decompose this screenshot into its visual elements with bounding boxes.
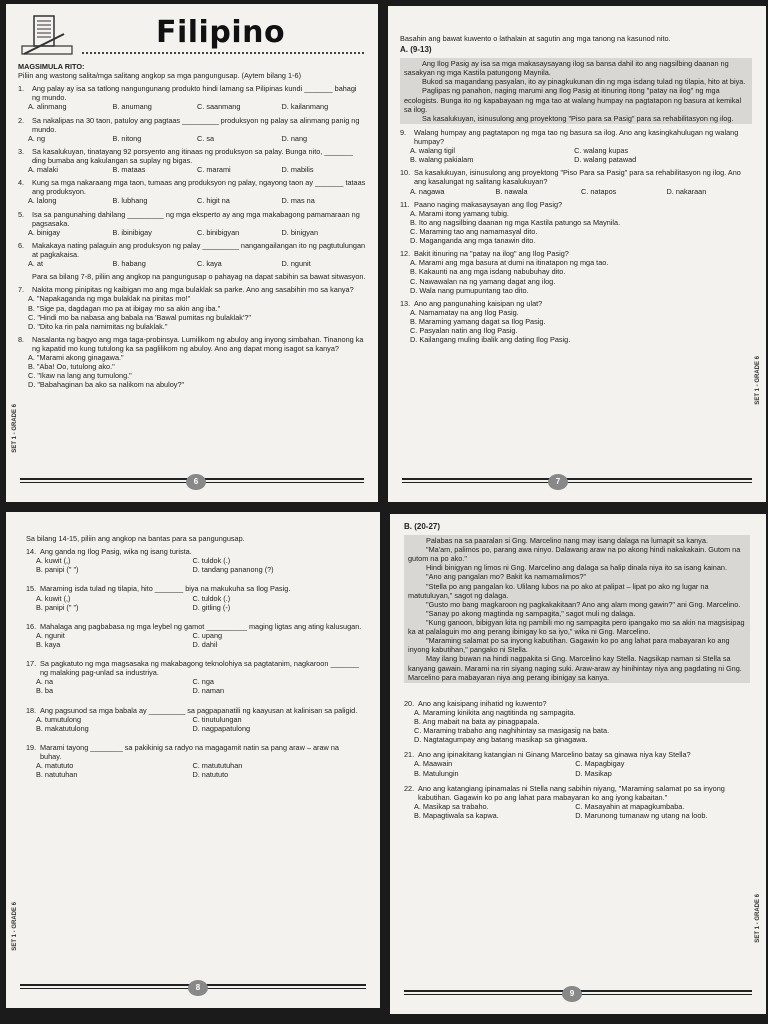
- answer-choice[interactable]: C. upang: [192, 630, 223, 640]
- question-number: 3.: [18, 146, 25, 156]
- answer-options: [26, 556, 362, 574]
- question-text: Ano ang pangunahing kaisipan ng ulat?: [414, 298, 543, 308]
- question-stem: [26, 547, 362, 556]
- answer-choice[interactable]: B. ibinibigay: [112, 227, 152, 237]
- instruction: Sa bilang 14-15, piliin ang angkop na bantas para sa pangungusap.: [26, 534, 245, 543]
- answer-choice[interactable]: B. mataas: [112, 165, 146, 175]
- answer-choice[interactable]: A. kuwit (,): [36, 556, 71, 566]
- page6-content: [18, 62, 366, 390]
- section-heading: B. (20-27): [404, 522, 441, 531]
- answer-choice[interactable]: A. Masikap sa trabaho.: [414, 801, 489, 811]
- answer-choice[interactable]: C. Nawawalan na ng yamang dagat ang ilog.: [410, 276, 556, 286]
- answer-choice[interactable]: B. nawala: [495, 186, 528, 196]
- question-number: 21.: [404, 750, 415, 760]
- answer-choice[interactable]: C. tinutulungan: [192, 714, 242, 724]
- story-paragraph: May ilang buwan na hindi nagpakita si Gng. Marcelino kay Stella. Nagsikap naman si Stella sa kanyang gawain. Marami na rin siyang naging suki. Araw-araw ay hinihintay niya ang pagdating ni Gng. Marcelino para mabayaran niya ang perang ibinigay sa kanya.: [408, 654, 742, 682]
- answer-choice[interactable]: C. Masayahin at mapagkumbaba.: [575, 801, 685, 811]
- footer-line: [402, 478, 752, 480]
- answer-options: [18, 228, 366, 237]
- question-item: [18, 84, 366, 111]
- question-stem: [400, 200, 752, 209]
- question-number: 13.: [400, 298, 411, 308]
- answer-choice[interactable]: B. kaya: [36, 639, 61, 649]
- question-text: Paano naging makasaysayan ang Ilog Pasig?: [414, 199, 563, 209]
- question-stem: [18, 335, 366, 353]
- page-7: [388, 6, 766, 502]
- question-text: Nasalanta ng bagyo ang mga taga-probinsya. Lumilikom ng abuloy ang inyong simbahan. Tinanong ka ng kapatid mo kung tutulong ka sa paglilikom ng abuloy. Ano ang dapat mong isagot sa kanya?: [32, 334, 364, 353]
- answer-choice[interactable]: C. matututuhan: [192, 761, 243, 771]
- question-text: Makakaya nating palaguin ang produksyon ng palay _________ nangangailangan ito ng pagtutulungan at pagkakaisa.: [32, 240, 366, 259]
- question-text: Ano ang ipinakitang katangian ni Ginang Marcelino batay sa ginawa niya kay Stella?: [418, 750, 691, 760]
- answer-options: [18, 102, 366, 111]
- question-text: Sa pagkatuto ng mga magsasaka ng makabagong teknolohiya sa pagtatanim, nagkaroon _______ ng malaking pag-unlad sa industriya.: [40, 659, 359, 678]
- answer-options: [26, 631, 362, 649]
- answer-choice[interactable]: A. "Napakaganda ng mga bulaklak na pinitas mo!": [28, 294, 191, 304]
- question-item: [26, 622, 362, 649]
- question-number: 14.: [26, 547, 37, 557]
- question-number: 5.: [18, 209, 25, 219]
- question-stem: [26, 584, 362, 593]
- answer-choice[interactable]: D. ngunit: [281, 259, 311, 269]
- answer-options: [26, 677, 362, 695]
- answer-choice[interactable]: C. "Hindi mo ba nabasa ang babala na 'Bawal pumitas ng bulaklak'?": [28, 312, 251, 322]
- answer-choice[interactable]: D. Kailangang muling ibalik ang dating Ilog Pasig.: [410, 335, 571, 345]
- question-number: 2.: [18, 115, 25, 125]
- answer-choice[interactable]: D. mabilis: [281, 165, 314, 175]
- question-number: 16.: [26, 621, 37, 631]
- story-paragraph: "Ano ang pangalan mo? Bakit ka namamalimos?": [426, 572, 587, 582]
- section-label: MAGSIMULA RITO:: [18, 62, 85, 71]
- question-item: [26, 547, 362, 574]
- answer-choice[interactable]: D. kailanmang: [281, 102, 329, 112]
- set-tag: SET 1 - GRADE 6: [12, 902, 18, 951]
- story-paragraph: "Sanay po akong magtinda ng sampagita," sagot muli ng dalaga.: [426, 608, 636, 618]
- question-stem: [26, 706, 362, 715]
- answer-choice[interactable]: B. panipi (" "): [36, 565, 79, 575]
- story-paragraph: "Stella po ang pangalan ko. Ulilang lubos na po ako at palipat – lipat po ako ng lugar na matutuluyan," sagot ng dalaga.: [408, 581, 709, 600]
- answer-choice[interactable]: A. alinmang: [28, 102, 67, 112]
- question-text: Mahalaga ang pagbabasa ng mga leybel ng gamot __________ maging ligtas ang ating kalusugan.: [40, 621, 362, 631]
- question-text: Ang palay ay isa sa tatlong nangungunang produkto hindi lamang sa Pilipinas kundi _______ bahagi ng mundo.: [32, 84, 357, 103]
- answer-choice[interactable]: D. "Babahaginan ba ako sa nalikom na abuloy?": [28, 380, 185, 390]
- answer-choice[interactable]: C. sa: [197, 133, 215, 143]
- answer-choice[interactable]: C. Mapagbigay: [575, 759, 625, 769]
- answer-choice[interactable]: A. walang tigil: [410, 146, 456, 156]
- question-stem: [400, 299, 752, 308]
- answer-options: [400, 209, 752, 245]
- answer-choice[interactable]: B. Maraming yamang dagat sa Ilog Pasig.: [410, 316, 546, 326]
- answer-choice[interactable]: B. nitong: [112, 133, 142, 143]
- books-pencil-icon: [20, 12, 76, 58]
- answer-options: [18, 259, 366, 268]
- question-stem: [18, 116, 366, 134]
- answer-choice[interactable]: D. Masikap: [575, 768, 612, 778]
- answer-choice[interactable]: B. "Sige pa, dagdagan mo pa at ibigay mo sa akin ang iba.": [28, 303, 221, 313]
- answer-choice[interactable]: B. Ang mabait na bata ay pinagpapala.: [414, 716, 540, 726]
- question-text: Ang pagsunod sa mga babala ay _________ sa pagpapanatili ng kaayusan at kalinisan sa paligid.: [40, 705, 358, 715]
- instruction: Basahin ang bawat kuwento o lathalain at sagutin ang mga tanong na kasunod nito.: [400, 34, 671, 43]
- question-item: [404, 784, 750, 820]
- page-number: 6: [186, 474, 206, 490]
- answer-choice[interactable]: A. Marami ang mga basura at dumi na itinatapon ng mga tao.: [410, 258, 609, 268]
- answer-choice[interactable]: C. tuldok (.): [192, 556, 231, 566]
- answer-choice[interactable]: C. Maraming trabaho ang naghihintay sa masigasig na bata.: [414, 726, 610, 736]
- answer-choice[interactable]: B. Kakaunti na ang mga isdang nabubuhay dito.: [410, 267, 566, 277]
- story-paragraph: "Gusto mo bang magkaroon ng pagkakakitaan? Ano ang alam mong gawin?" ani Gng. Marcelino.: [426, 599, 741, 609]
- story-paragraph: Palabas na sa paaralan si Gng. Marcelino nang may isang dalaga na lumapit sa kanya.: [426, 536, 708, 545]
- instruction: Piliin ang wastong salita/mga salitang angkop sa mga pangungusap. (Aytem bilang 1-6): [18, 71, 301, 81]
- question-number: 18.: [26, 705, 37, 715]
- question-number: 10.: [400, 168, 411, 178]
- answer-options: [18, 294, 366, 330]
- answer-choice[interactable]: A. Maraming kinikita ang nagtitinda ng sampagita.: [414, 707, 576, 717]
- answer-options: [18, 165, 366, 174]
- answer-choice[interactable]: B. panipi (" "): [36, 602, 79, 612]
- answer-choice[interactable]: A. Marami itong yamang tubig.: [410, 208, 509, 218]
- answer-choice[interactable]: B. lubhang: [112, 196, 148, 206]
- answer-choice[interactable]: B. Ito ang nagsilbing daanan ng mga Kastila patungo sa Maynila.: [410, 217, 621, 227]
- question-number: 8.: [18, 334, 25, 344]
- question-number: 4.: [18, 178, 25, 188]
- question-number: 9.: [400, 127, 407, 137]
- question-item: [400, 168, 752, 195]
- answer-options: [404, 708, 750, 744]
- page-9: [390, 514, 766, 1014]
- story-paragraph: "Maraming salamat po sa inyong kabutihan. Gagawin ko po ang lahat para mabayaran ko ang inyong kabutihan," pangako ni Stella.: [408, 636, 730, 655]
- answer-choice[interactable]: A. Maawain: [414, 759, 453, 769]
- story-paragraph: Hindi binigyan ng limos ni Gng. Marcelino ang dalaga sa halip dinala niya ito sa isang kainan.: [426, 563, 727, 573]
- set-tag: SET 1 - GRADE 6: [754, 356, 761, 405]
- answer-choice[interactable]: D. nakaraan: [666, 186, 707, 196]
- story-paragraph: Sa kasalukuyan, isinusulong ang proyektong "Piso para sa Pasig" para sa rehabilitasyon ng ilog.: [422, 113, 734, 123]
- question-item: [18, 285, 366, 331]
- answer-choice[interactable]: B. walang pakialam: [410, 155, 474, 165]
- section-heading: A. (9-13): [400, 45, 432, 55]
- question-item: [18, 147, 366, 174]
- answer-options: [400, 187, 752, 196]
- page-number: 9: [562, 986, 582, 1002]
- question-stem: [400, 249, 752, 258]
- question-text: Sa kasalukuyan, tinatayang 92 porsyento ang itinaas ng produksyon sa palay. Bunga nito, _______ ding bumaba ang kakulangan sa suplay ng bigas.: [32, 146, 353, 165]
- answer-options: [18, 134, 366, 143]
- answer-choice[interactable]: B. Matulungin: [414, 768, 459, 778]
- question-item: [404, 750, 750, 777]
- question-text: Kung sa mga nakaraang mga taon, tumaas ang produksyon ng palay, ngayong taon ay _______ tataas ang produksyon.: [32, 178, 366, 197]
- answer-choice[interactable]: D. mas na: [281, 196, 315, 206]
- question-number: 7.: [18, 285, 25, 295]
- question-item: [26, 659, 362, 695]
- answer-options: [400, 146, 752, 164]
- answer-choice[interactable]: A. malaki: [28, 165, 59, 175]
- answer-choice[interactable]: D. Marunong tumanaw ng utang na loob.: [575, 810, 708, 820]
- answer-options: [26, 594, 362, 612]
- question-stem: [26, 743, 362, 761]
- question-number: 19.: [26, 742, 37, 752]
- page-6: [6, 4, 378, 502]
- question-item: [18, 116, 366, 143]
- question-item: [400, 128, 752, 164]
- question-number: 12.: [400, 249, 411, 259]
- answer-choice[interactable]: D. Wala nang pumupuntang tao dito.: [410, 285, 529, 295]
- question-item: [404, 699, 750, 745]
- title-divider: [82, 52, 364, 54]
- answer-choice[interactable]: C. higit na: [197, 196, 230, 206]
- question-stem: [18, 210, 366, 228]
- question-item: [18, 241, 366, 268]
- answer-choice[interactable]: B. makatutulong: [36, 723, 89, 733]
- question-stem: [400, 168, 752, 186]
- answer-options: [400, 258, 752, 294]
- answer-choice[interactable]: C. saanmang: [197, 102, 241, 112]
- answer-options: [18, 196, 366, 205]
- answer-choice[interactable]: D. dahil: [192, 639, 218, 649]
- answer-choice[interactable]: A. tumutulong: [36, 714, 82, 724]
- set-tag: SET 1 - GRADE 6: [754, 894, 761, 943]
- answer-choice[interactable]: A. na: [36, 677, 54, 687]
- question-stem: [26, 659, 362, 677]
- question-item: [18, 335, 366, 390]
- page-number: 7: [548, 474, 568, 490]
- question-stem: [18, 84, 366, 102]
- answer-choice[interactable]: D. tandang pananong (?): [192, 565, 274, 575]
- answer-choice[interactable]: B. "Aba! Oo, tutulong ako.": [28, 362, 115, 372]
- question-item: [400, 200, 752, 246]
- page-title: Filipino: [156, 15, 286, 50]
- answer-choice[interactable]: A. ng: [28, 133, 46, 143]
- question-stem: [26, 622, 362, 631]
- story-paragraph: "Ma'am, palimos po, parang awa ninyo. Dalawang araw na po akong hindi nakakakain. Gutom na gutom na po ako.": [408, 545, 741, 564]
- answer-choice[interactable]: C. Maraming tao ang namamasyal dito.: [410, 226, 538, 236]
- instruction: Para sa bilang 7-8, piliin ang angkop na pangungusap o pahayag na dapat sabihin sa bawat sitwasyon.: [32, 272, 366, 282]
- answer-choice[interactable]: D. "Dito ka rin pala namimitas ng bulaklak.": [28, 321, 168, 331]
- question-stem: [404, 750, 750, 759]
- question-number: 1.: [18, 84, 25, 94]
- question-number: 17.: [26, 659, 37, 669]
- answer-choice[interactable]: D. binigyan: [281, 227, 319, 237]
- question-text: Bakit itinuring na "patay na ilog" ang Ilog Pasig?: [414, 249, 569, 259]
- question-stem: [400, 128, 752, 146]
- set-tag: SET 1 - GRADE 6: [12, 404, 18, 453]
- story-box: [404, 535, 750, 683]
- question-number: 6.: [18, 240, 25, 250]
- question-number: 11.: [400, 199, 410, 209]
- question-text: Isa sa pangunahing dahilang _________ ng mga eksperto ay ang mga makabagong pamamaraan ng pagsasaka.: [32, 209, 360, 228]
- answer-choice[interactable]: C. Pasyalan natin ang Ilog Pasig.: [410, 326, 518, 336]
- question-text: Walang humpay ang pagtatapon ng mga tao ng basura sa ilog. Ano ang kasingkahulugan ng walang humpay?: [414, 127, 739, 146]
- footer-line: [402, 482, 752, 483]
- page-number: 8: [188, 980, 208, 996]
- question-text: Ang ganda ng Ilog Pasig, wika ng isang turista.: [40, 547, 192, 557]
- answer-choice[interactable]: B. anumang: [112, 102, 152, 112]
- question-item: [26, 584, 362, 611]
- question-stem: [18, 178, 366, 196]
- question-text: Ano ang katangiang ipinamalas ni Stella nang sabihin niyang, "Maraming salamat po sa inyong kabutihan. Gagawin ko po ang lahat para mabayaran ko ang iyong kabaitan.": [418, 783, 725, 802]
- answer-choice[interactable]: C. binibigyan: [197, 227, 240, 237]
- answer-choice[interactable]: C. "Ikaw na lang ang tumulong.": [28, 371, 132, 381]
- answer-choice[interactable]: D. Maganganda ang mga tanawin dito.: [410, 236, 536, 246]
- answer-choice[interactable]: A. Namamatay na ang Ilog Pasig.: [410, 307, 519, 317]
- answer-choice[interactable]: D. Nagtatagumpay ang batang masikap sa ginagawa.: [414, 735, 588, 745]
- answer-choice[interactable]: D. naman: [192, 686, 225, 696]
- answer-choice[interactable]: C. kaya: [197, 259, 222, 269]
- answer-options: [18, 353, 366, 389]
- answer-choice[interactable]: D. gitling (-): [192, 602, 231, 612]
- answer-choice[interactable]: D. natututo: [192, 770, 229, 780]
- answer-choice[interactable]: A. kuwit (,): [36, 593, 71, 603]
- answer-choice[interactable]: B. habang: [112, 259, 146, 269]
- answer-choice[interactable]: C. natapos: [581, 186, 617, 196]
- answer-choice[interactable]: B. ba: [36, 686, 54, 696]
- story-paragraph: "Kung ganoon, bibigyan kita ng pambili mo ng sampagita pero ipangako mo sa akin na magsisipag ka at palalaguin mo ang perang ibinigay ko sa iyo," wika ni Gng. Marcelino.: [408, 617, 745, 637]
- answer-options: [400, 308, 752, 344]
- answer-choice[interactable]: B. Mapagtiwala sa kapwa.: [414, 810, 499, 820]
- answer-choice[interactable]: A. ngunit: [36, 630, 65, 640]
- question-item: [400, 249, 752, 295]
- question-stem: [18, 241, 366, 259]
- question-item: [18, 210, 366, 237]
- answer-choice[interactable]: A. at: [28, 259, 44, 269]
- story-paragraph: Paglipas ng panahon, naging marumi ang Ilog Pasig at itinuring itong "patay na ilog" ng mga ecologists. Bunga ito ng kapabayaan ng mga tao at walang humpay na pagtatapon ng basura at kemikal sa ilog.: [404, 86, 742, 114]
- answer-choice[interactable]: A. binigay: [28, 227, 61, 237]
- question-stem: [404, 699, 750, 708]
- story-paragraph: Bukod sa magandang pasyalan, ito ay pinagkukunan din ng mga isdang tulad ng tilapia, hito at biya.: [422, 77, 746, 87]
- question-item: [400, 299, 752, 345]
- page-8: [6, 512, 380, 1008]
- answer-choice[interactable]: B. natutuhan: [36, 770, 78, 780]
- question-text: Sa nakalipas na 30 taon, patuloy ang pagtaas _________ produksyon ng palay sa alinmang panig ng mundo.: [32, 115, 360, 134]
- question-stem: [404, 784, 750, 802]
- question-item: [26, 706, 362, 733]
- question-text: Marami tayong ________ sa pakikinig sa radyo na magagamit natin sa pang araw – araw na buhay.: [40, 742, 339, 761]
- answer-options: [26, 761, 362, 779]
- answer-choice[interactable]: A. nagawa: [410, 186, 445, 196]
- answer-options: [404, 759, 750, 777]
- answer-options: [26, 715, 362, 733]
- question-number: 20.: [404, 698, 415, 708]
- answer-choice[interactable]: C. walang kupas: [574, 146, 629, 156]
- answer-choice[interactable]: A. "Marami akong ginagawa.": [28, 353, 124, 363]
- story-box: [400, 58, 752, 124]
- answer-choice[interactable]: A. matututo: [36, 761, 74, 771]
- question-text: Maraming isda tulad ng tilapia, hito _______ biya na makukuha sa Ilog Pasig.: [40, 584, 291, 594]
- answer-choice[interactable]: D. nang: [281, 133, 308, 143]
- answer-options: [404, 802, 750, 820]
- answer-choice[interactable]: A. lalong: [28, 196, 57, 206]
- question-text: Ano ang kaisipang inihatid ng kuwento?: [418, 698, 547, 708]
- question-number: 15.: [26, 584, 37, 594]
- story-paragraph: Ang Ilog Pasig ay isa sa mga makasaysayang ilog sa bansa dahil ito ang nagsilbing daanan ng sasakyan ng mga Kastila patungong Maynila.: [404, 59, 729, 78]
- answer-choice[interactable]: C. nga: [192, 677, 214, 687]
- answer-choice[interactable]: C. tuldok (.): [192, 593, 231, 603]
- answer-choice[interactable]: D. walang patawad: [574, 155, 637, 165]
- question-text: Nakita mong pinipitas ng kaibigan mo ang mga bulaklak sa parke. Ano ang sasabihin mo sa kanya?: [32, 285, 354, 295]
- question-number: 22.: [404, 783, 415, 793]
- answer-choice[interactable]: D. nagpapatulong: [192, 723, 251, 733]
- question-stem: [18, 147, 366, 165]
- question-item: [18, 178, 366, 205]
- answer-choice[interactable]: C. marami: [197, 165, 231, 175]
- question-text: Sa kasalukuyan, isinusulong ang proyektong "Piso Para sa Pasig" para sa rehabilitasyon ng ilog. Ano ang kasalungat ng salitang kasalukuyan?: [414, 168, 741, 187]
- question-stem: [18, 285, 366, 294]
- question-item: [26, 743, 362, 779]
